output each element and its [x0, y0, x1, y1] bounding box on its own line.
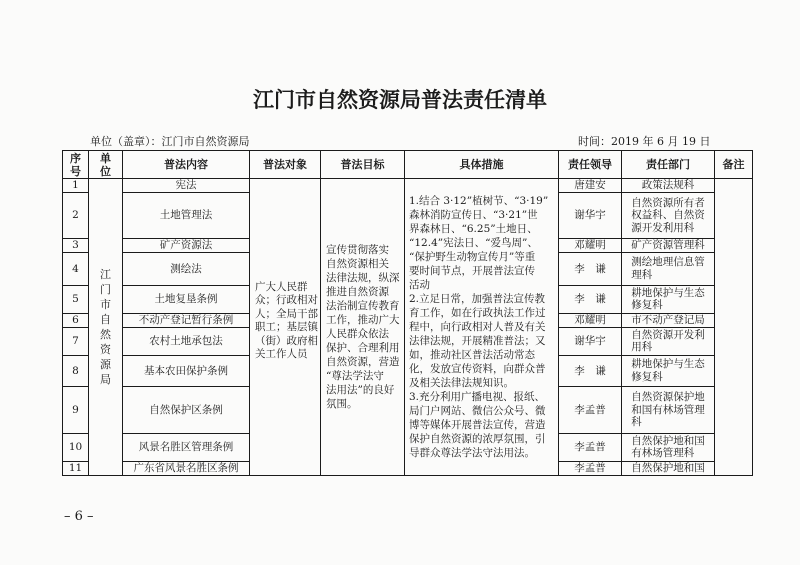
department-cell — [622, 179, 715, 193]
leader-cell: 谢华宇 — [559, 193, 622, 239]
leader-cell: 李 谦 — [559, 356, 622, 387]
law-content-cell: 基本农田保护条例 — [123, 356, 250, 387]
leader-cell: 李 谦 — [559, 286, 622, 314]
department-cell — [622, 193, 715, 239]
header-index-label: 序号 — [70, 151, 81, 178]
header-unit-label: 单位 — [100, 151, 111, 178]
department-cell — [622, 239, 715, 253]
row-index-cell: 2 — [63, 193, 89, 239]
leader-cell: 李孟普 — [559, 462, 622, 476]
row-index-cell: 10 — [63, 434, 89, 462]
department-text: 市不动产登记局 — [631, 314, 705, 326]
law-content-cell: 土地复垦条例 — [123, 286, 250, 314]
header-goal: 普法目标 — [321, 151, 405, 179]
department-text: 测绘地理信息管 理科 — [631, 256, 705, 281]
department-cell — [622, 328, 715, 356]
leader-cell: 李孟普 — [559, 434, 622, 462]
goal-cell — [321, 179, 405, 476]
law-content-cell: 矿产资源法 — [123, 239, 250, 253]
date-label: 时间：2019 年 6 月 19 日 — [578, 135, 711, 148]
header-department: 责任部门 — [622, 151, 715, 179]
department-text: 政策法规科 — [641, 179, 695, 191]
law-content-cell: 测绘法 — [123, 253, 250, 286]
leader-cell: 邓耀明 — [559, 239, 622, 253]
department-text: 自然资源所有者 权益科、自然资 源开发利用科 — [631, 196, 705, 234]
department-text: 矿产资源管理科 — [631, 239, 705, 251]
remarks-cell — [715, 179, 753, 476]
leader-cell: 谢华宇 — [559, 328, 622, 356]
law-content-cell: 自然保护区条例 — [123, 387, 250, 434]
department-text: 自然资源保护地 和国有林场管理 科 — [631, 391, 705, 428]
audience-text: 广大人民群 众；行政相对 人；全局干部 职工；基层镇 （街）政府相 关工作人员 — [255, 280, 318, 360]
measures-cell — [405, 179, 559, 476]
row-index-cell: 7 — [63, 328, 89, 356]
department-cell — [622, 286, 715, 314]
law-content-cell: 不动产登记暂行条例 — [123, 314, 250, 328]
row-index-cell: 9 — [63, 387, 89, 434]
row-index-cell: 11 — [63, 462, 89, 476]
department-text: 自然保护地和国 有林场管理科 — [631, 434, 705, 460]
unit-cell — [89, 179, 123, 476]
department-cell — [622, 387, 715, 434]
measures-text: 1.结合 3·12”植树节、“3·19” 森林消防宣传日、“3·21”世 界森林日、“6.25”土地日、 “12.4”宪法日、“爱鸟周”、 “保护野生动物宣传月”等重 要时间节点，开展普法宣传 活动 2.立足日常，加强普法宣传教 育工作，如在行政执法工作过 程中，向行政相对人普及有关 法律法规，开展精准普法；又 如，推动社区普法活动常态 化，发放宣传资料，向群众普 及相关法律法规知识。 3.充分利用广播电视、报纸、 局门户网站、微信公众号、微 博等媒体开展普法宣传，营造 保护自然资源的浓厚氛围，引 导群众尊法学法守法用法。 — [409, 195, 549, 459]
leader-cell: 李孟普 — [559, 387, 622, 434]
unit-stamp-label: 单位（盖章）：江门市自然资源局 — [90, 135, 250, 148]
law-content-cell: 土地管理法 — [123, 193, 250, 239]
law-content-cell: 广东省风景名胜区条例 — [123, 462, 250, 476]
header-remarks: 备注 — [715, 151, 753, 179]
header-index — [63, 151, 89, 179]
department-cell — [622, 314, 715, 328]
header-content: 普法内容 — [123, 151, 250, 179]
document-title: 江门市自然资源局普法责任清单 — [253, 88, 547, 112]
department-text: 耕地保护与生态 修复科 — [631, 286, 705, 312]
row-index-cell: 4 — [63, 253, 89, 286]
row-index-cell: 1 — [63, 179, 89, 193]
row-index-cell: 8 — [63, 356, 89, 387]
leader-cell: 李 谦 — [559, 253, 622, 286]
row-index-cell: 5 — [63, 286, 89, 314]
leader-cell: 唐建安 — [559, 179, 622, 193]
goal-text: 宣传贯彻落实 自然资源相关 法律法规，纵深 推进自然资源 法治制宣传教育 工作，推动广大 人民群众依法 保护、合理利用 自然资源，营造 “尊法学法守 法用法”的良好 氛围。 — [326, 244, 400, 410]
department-cell — [622, 356, 715, 387]
page-number: – 6 – — [64, 509, 94, 524]
unit-name: 江门市自然资源局 — [100, 268, 111, 386]
department-text: 自然资源开发利 用科 — [631, 328, 705, 354]
leader-cell: 邓耀明 — [559, 314, 622, 328]
header-unit — [89, 151, 123, 179]
law-content-cell: 风景名胜区管理条例 — [123, 434, 250, 462]
department-text: 自然保护地和国 — [631, 462, 705, 474]
header-leader: 责任领导 — [559, 151, 622, 179]
header-row — [63, 151, 753, 179]
audience-cell — [250, 179, 321, 476]
row-index-cell: 6 — [63, 314, 89, 328]
row-index-cell: 3 — [63, 239, 89, 253]
law-content-cell: 宪法 — [123, 179, 250, 193]
department-cell — [622, 434, 715, 462]
department-cell — [622, 462, 715, 476]
responsibility-table — [62, 150, 753, 476]
header-measures: 具体措施 — [405, 151, 559, 179]
department-cell — [622, 253, 715, 286]
department-text: 耕地保护与生态 修复科 — [631, 358, 705, 383]
header-audience: 普法对象 — [250, 151, 321, 179]
table-row — [63, 179, 753, 193]
law-content-cell: 农村土地承包法 — [123, 328, 250, 356]
